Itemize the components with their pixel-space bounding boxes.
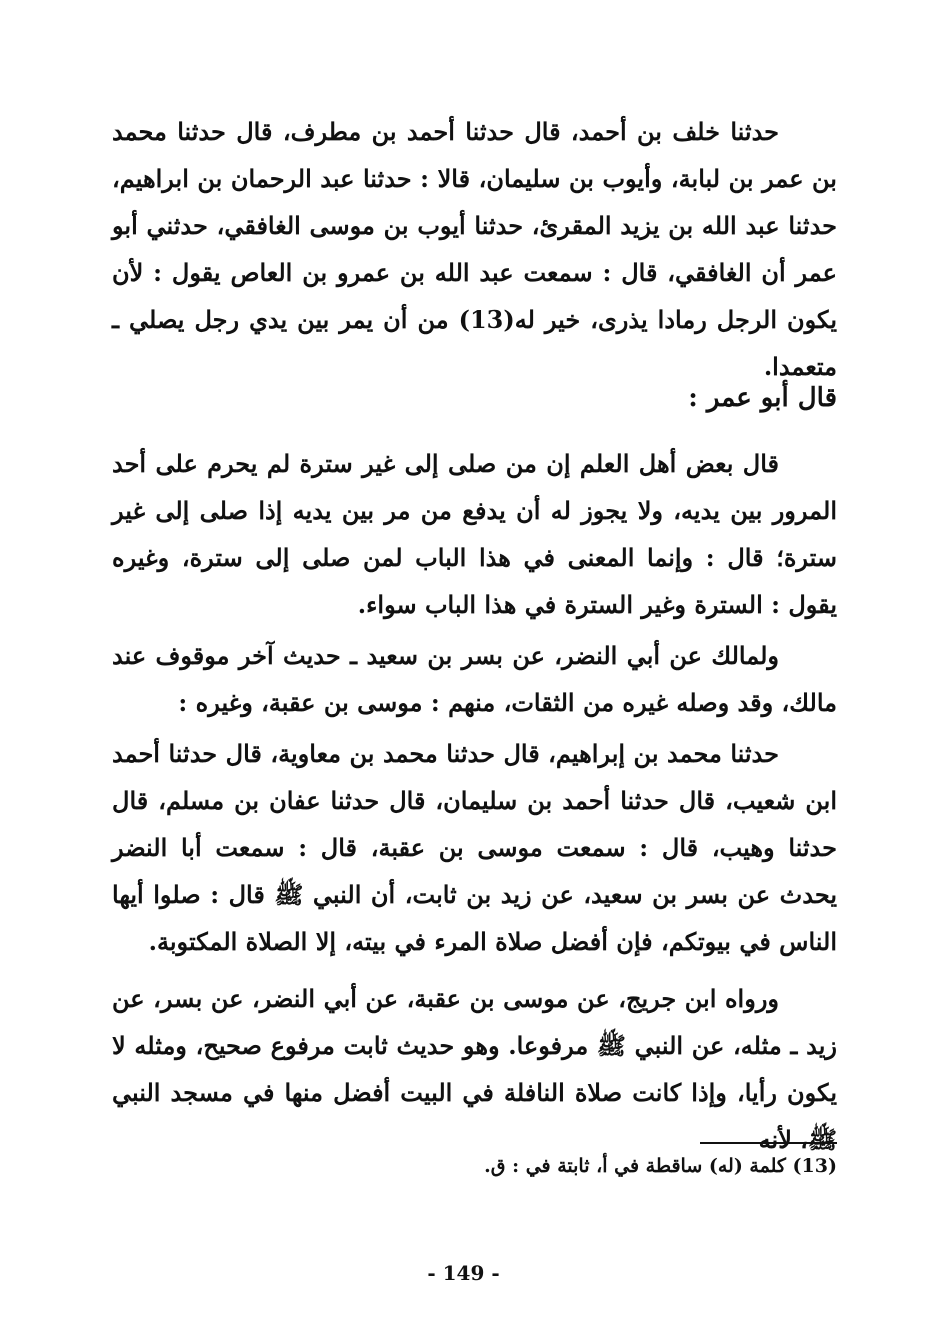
page-number: - 149 -	[427, 1261, 500, 1285]
paragraph-malik-hadith: ولمالك عن أبي النضر، عن بسر بن سعيد ـ حديث آخر موقوف عند مالك، وقد وصله غيره من الثقات، منهم : موسى بن عقبة، وغيره :	[112, 641, 837, 717]
footnote: (13) كلمة (له) ساقطة في أ، ثابتة في : ق.	[484, 1155, 837, 1177]
section-heading: قال أبو عمر :	[688, 383, 837, 413]
paragraph-sutra-opinion: قال بعض أهل العلم إن من صلى إلى غير سترة لم يحرم على أحد المرور بين يديه، ولا يجوز له أن يدفع من مر بين يديه إذا صلى إلى غير سترة؛ قال : وإنما المعنى في هذا الباب لمن صلى إلى سترة، وغيره يقول : السترة وغير السترة في هذا الباب سواء.	[112, 449, 837, 619]
paragraph-isnad-muhammad: حدثنا محمد بن إبراهيم، قال حدثنا محمد بن معاوية، قال حدثنا أحمد ابن شعيب، قال حدثنا أحمد بن سليمان، قال حدثنا عفان بن مسلم، قال حدثنا وهيب، قال : سمعت موسى بن عقبة، قال : سمعت أبا النضر يحدث عن بسر بن سعيد، عن زيد بن ثابت، أن النبي ﷺ قال : صلوا أيها الناس في بيوتكم، فإن أفضل صلاة المرء في بيته، إلا الصلاة المكتوبة.	[112, 739, 837, 956]
paragraph-ibn-jurayj: ورواه ابن جريج، عن موسى بن عقبة، عن أبي النضر، عن بسر، عن زيد ـ مثله، عن النبي ﷺ مرفوعا. وهو حديث ثابت مرفوع صحيح، ومثله لا يكون رأيا، وإذا كانت صلاة النافلة في البيت أفضل منها في مسجد النبي ﷺ، لأنه	[112, 984, 837, 1154]
paragraph-isnad-khalaf: حدثنا خلف بن أحمد، قال حدثنا أحمد بن مطرف، قال حدثنا محمد بن عمر بن لبابة، وأيوب بن سليمان، قالا : حدثنا عبد الرحمان بن ابراهيم، حدثنا عبد الله بن يزيد المقرئ، حدثنا أيوب بن موسى الغافقي، حدثني أبو عمر أن الغافقي، قال : سمعت عبد الله بن عمرو بن العاص يقول : لأن يكون الرجل رمادا يذرى، خير له(13) من أن يمر بين يدي رجل يصلي ـ متعمدا.	[112, 117, 837, 381]
footnote-divider	[700, 1142, 837, 1144]
